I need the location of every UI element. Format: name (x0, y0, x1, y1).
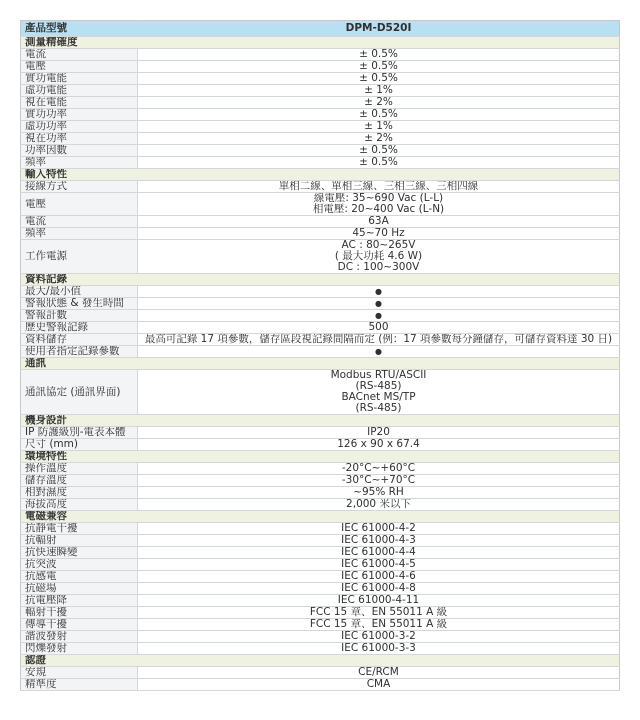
table-row (21, 310, 620, 322)
section-header-row (21, 511, 620, 523)
value-line: CE/RCM (358, 666, 399, 678)
spec-label: 警報狀態 & 發生時間 (21, 298, 138, 310)
table-row (21, 439, 620, 451)
spec-label: 閃爍發射 (21, 643, 138, 655)
value-line: (RS-485) (355, 380, 402, 392)
table-row (21, 346, 620, 358)
value-line: ± 2% (364, 96, 393, 108)
table-row (21, 571, 620, 583)
spec-label: 操作溫度 (21, 463, 138, 475)
spec-label: 頻率 (21, 157, 138, 169)
value-line: ± 1% (364, 120, 393, 132)
spec-value (138, 145, 620, 157)
spec-value (138, 121, 620, 133)
spec-value (138, 346, 620, 358)
spec-label: 尺寸 (mm) (21, 439, 138, 451)
spec-value (138, 595, 620, 607)
spec-label: 輻射干擾 (21, 607, 138, 619)
bullet-dot: ● (375, 311, 382, 320)
value-line: 63A (368, 215, 389, 227)
table-row (21, 535, 620, 547)
spec-label: 抗輻射 (21, 535, 138, 547)
table-row (21, 85, 620, 97)
spec-value (138, 463, 620, 475)
value-line: ± 0.5% (359, 108, 398, 120)
spec-value (138, 631, 620, 643)
section-title: 資料記錄 (21, 274, 620, 286)
table-row (21, 643, 620, 655)
spec-value (138, 133, 620, 145)
product-model-value: DPM-D520I (138, 21, 620, 37)
spec-label: 電流 (21, 216, 138, 228)
value-line: 線電壓: 35~690 Vac (L-L) (313, 192, 444, 204)
section-title: 通訊 (21, 358, 620, 370)
table-row (21, 547, 620, 559)
value-line: IEC 61000-3-3 (341, 642, 416, 654)
spec-value (138, 523, 620, 535)
spec-value (138, 322, 620, 334)
value-line: 單相二線、單相三線、三相三線、三相四線 (278, 180, 479, 192)
table-row (21, 322, 620, 334)
value-line: 500 (368, 321, 389, 333)
spec-value (138, 181, 620, 193)
bullet-dot: ● (375, 347, 382, 356)
table-row (21, 619, 620, 631)
bullet-dot: ● (375, 287, 382, 296)
table-row (21, 607, 620, 619)
table-row (21, 193, 620, 216)
spec-value (138, 607, 620, 619)
spec-label: 功率因數 (21, 145, 138, 157)
table-row (21, 61, 620, 73)
value-line: 相電壓: 20~400 Vac (L-N) (312, 203, 445, 215)
table-row (21, 523, 620, 535)
spec-value (138, 228, 620, 240)
product-row (21, 21, 620, 37)
section-header-row (21, 274, 620, 286)
section-title: 測量精確度 (21, 37, 620, 49)
section-title: 輸入特性 (21, 169, 620, 181)
spec-label: 虛功功率 (21, 121, 138, 133)
spec-label: 抗突波 (21, 559, 138, 571)
value-line: DC : 100~300V (337, 261, 420, 273)
table-row (21, 157, 620, 169)
spec-value (138, 583, 620, 595)
section-header-row (21, 358, 620, 370)
value-line: ( 最大功耗 4.6 W) (334, 250, 423, 262)
table-row (21, 133, 620, 145)
value-line: IEC 61000-4-6 (341, 570, 416, 582)
spec-value (138, 679, 620, 691)
spec-value (138, 61, 620, 73)
section-header-row (21, 451, 620, 463)
spec-label: 抗靜電干擾 (21, 523, 138, 535)
spec-value (138, 643, 620, 655)
spec-label: 諧波發射 (21, 631, 138, 643)
spec-value (138, 667, 620, 679)
spec-value (138, 499, 620, 511)
spec-label: 警報計數 (21, 310, 138, 322)
table-row (21, 286, 620, 298)
table-row (21, 216, 620, 228)
spec-label: 頻率 (21, 228, 138, 240)
value-line: BACnet MS/TP (341, 391, 416, 403)
spec-value (138, 547, 620, 559)
spec-label: 相對濕度 (21, 487, 138, 499)
spec-table (20, 20, 620, 691)
spec-value (138, 310, 620, 322)
spec-label: 海拔高度 (21, 499, 138, 511)
table-row (21, 49, 620, 61)
spec-label: IP 防護級別-電表本體 (21, 427, 138, 439)
spec-sheet (0, 20, 640, 691)
value-line: ~95% RH (353, 486, 404, 498)
section-title: 電磁兼容 (21, 511, 620, 523)
value-line: 最高可記錄 17 項參數，儲存區段視記錄間隔而定 (例：17 項參數每分鐘儲存，可儲存資料達 30 日) (144, 333, 613, 345)
spec-label: 通訊協定 (通訊界面) (21, 370, 138, 415)
value-line: FCC 15 章、EN 55011 A 級 (309, 618, 448, 630)
value-line: ± 1% (364, 84, 393, 96)
value-line: ± 0.5% (359, 60, 398, 72)
spec-value (138, 427, 620, 439)
spec-label: 電流 (21, 49, 138, 61)
spec-label: 實功電能 (21, 73, 138, 85)
table-row (21, 121, 620, 133)
spec-label: 精準度 (21, 679, 138, 691)
table-row (21, 595, 620, 607)
spec-value (138, 97, 620, 109)
value-line: IEC 61000-3-2 (341, 630, 416, 642)
value-line: 45~70 Hz (352, 227, 405, 239)
section-title: 機身設計 (21, 415, 620, 427)
spec-value (138, 571, 620, 583)
spec-label: 歷史警報記錄 (21, 322, 138, 334)
spec-value (138, 193, 620, 216)
spec-label: 抗感電 (21, 571, 138, 583)
spec-label: 抗快速瞬變 (21, 547, 138, 559)
value-line: IEC 61000-4-11 (337, 594, 420, 606)
spec-value (138, 439, 620, 451)
table-row (21, 427, 620, 439)
spec-value (138, 240, 620, 274)
table-row (21, 228, 620, 240)
spec-label: 抗電壓降 (21, 595, 138, 607)
value-line: IEC 61000-4-5 (341, 558, 416, 570)
spec-label: 實功功率 (21, 109, 138, 121)
value-line: ± 0.5% (359, 144, 398, 156)
bullet-dot: ● (375, 299, 382, 308)
value-line: IEC 61000-4-8 (341, 582, 416, 594)
spec-value (138, 475, 620, 487)
spec-value (138, 559, 620, 571)
table-row (21, 109, 620, 121)
spec-value (138, 216, 620, 228)
spec-value (138, 619, 620, 631)
table-row (21, 667, 620, 679)
value-line: CMA (366, 678, 391, 690)
spec-label: 使用者指定記錄參數 (21, 346, 138, 358)
value-line: (RS-485) (355, 402, 402, 414)
table-row (21, 181, 620, 193)
spec-value (138, 109, 620, 121)
spec-value (138, 298, 620, 310)
spec-value (138, 370, 620, 415)
section-header-row (21, 655, 620, 667)
table-row (21, 499, 620, 511)
value-line: -20°C~+60°C (341, 462, 416, 474)
spec-label: 儲存溫度 (21, 475, 138, 487)
section-title: 認證 (21, 655, 620, 667)
table-row (21, 559, 620, 571)
spec-label: 資料儲存 (21, 334, 138, 346)
section-header-row (21, 37, 620, 49)
spec-label: 工作電源 (21, 240, 138, 274)
table-row (21, 631, 620, 643)
table-row (21, 679, 620, 691)
spec-label: 抗磁場 (21, 583, 138, 595)
spec-label: 電壓 (21, 193, 138, 216)
table-row (21, 370, 620, 415)
spec-value (138, 487, 620, 499)
section-header-row (21, 415, 620, 427)
value-line: IP20 (367, 426, 390, 438)
spec-value (138, 49, 620, 61)
spec-label: 虛功電能 (21, 85, 138, 97)
table-row (21, 487, 620, 499)
value-line: ± 0.5% (359, 72, 398, 84)
table-row (21, 475, 620, 487)
product-model-label: 產品型號 (21, 21, 138, 37)
spec-value (138, 535, 620, 547)
value-line: AC : 80~265V (341, 239, 416, 251)
table-row (21, 145, 620, 157)
value-line: 2,000 米以下 (346, 498, 411, 510)
spec-label: 視在電能 (21, 97, 138, 109)
spec-value (138, 85, 620, 97)
section-header-row (21, 169, 620, 181)
value-line: 126 x 90 x 67.4 (337, 438, 420, 450)
spec-value (138, 157, 620, 169)
value-line: ± 0.5% (359, 156, 398, 168)
value-line: IEC 61000-4-3 (341, 534, 416, 546)
section-title: 環境特性 (21, 451, 620, 463)
table-row (21, 463, 620, 475)
table-row (21, 298, 620, 310)
value-line: IEC 61000-4-4 (341, 546, 416, 558)
spec-label: 傳導干擾 (21, 619, 138, 631)
spec-value (138, 73, 620, 85)
value-line: IEC 61000-4-2 (341, 522, 416, 534)
table-row (21, 583, 620, 595)
value-line: -30°C~+70°C (341, 474, 416, 486)
table-row (21, 97, 620, 109)
spec-label: 最大/最小值 (21, 286, 138, 298)
table-row (21, 73, 620, 85)
table-row (21, 334, 620, 346)
value-line: ± 2% (364, 132, 393, 144)
spec-label: 視在功率 (21, 133, 138, 145)
value-line: Modbus RTU/ASCII (330, 369, 427, 381)
value-line: ± 0.5% (359, 48, 398, 60)
table-row (21, 240, 620, 274)
value-line: FCC 15 章、EN 55011 A 級 (309, 606, 448, 618)
spec-label: 接線方式 (21, 181, 138, 193)
spec-value (138, 286, 620, 298)
spec-label: 安規 (21, 667, 138, 679)
spec-value (138, 334, 620, 346)
spec-label: 電壓 (21, 61, 138, 73)
